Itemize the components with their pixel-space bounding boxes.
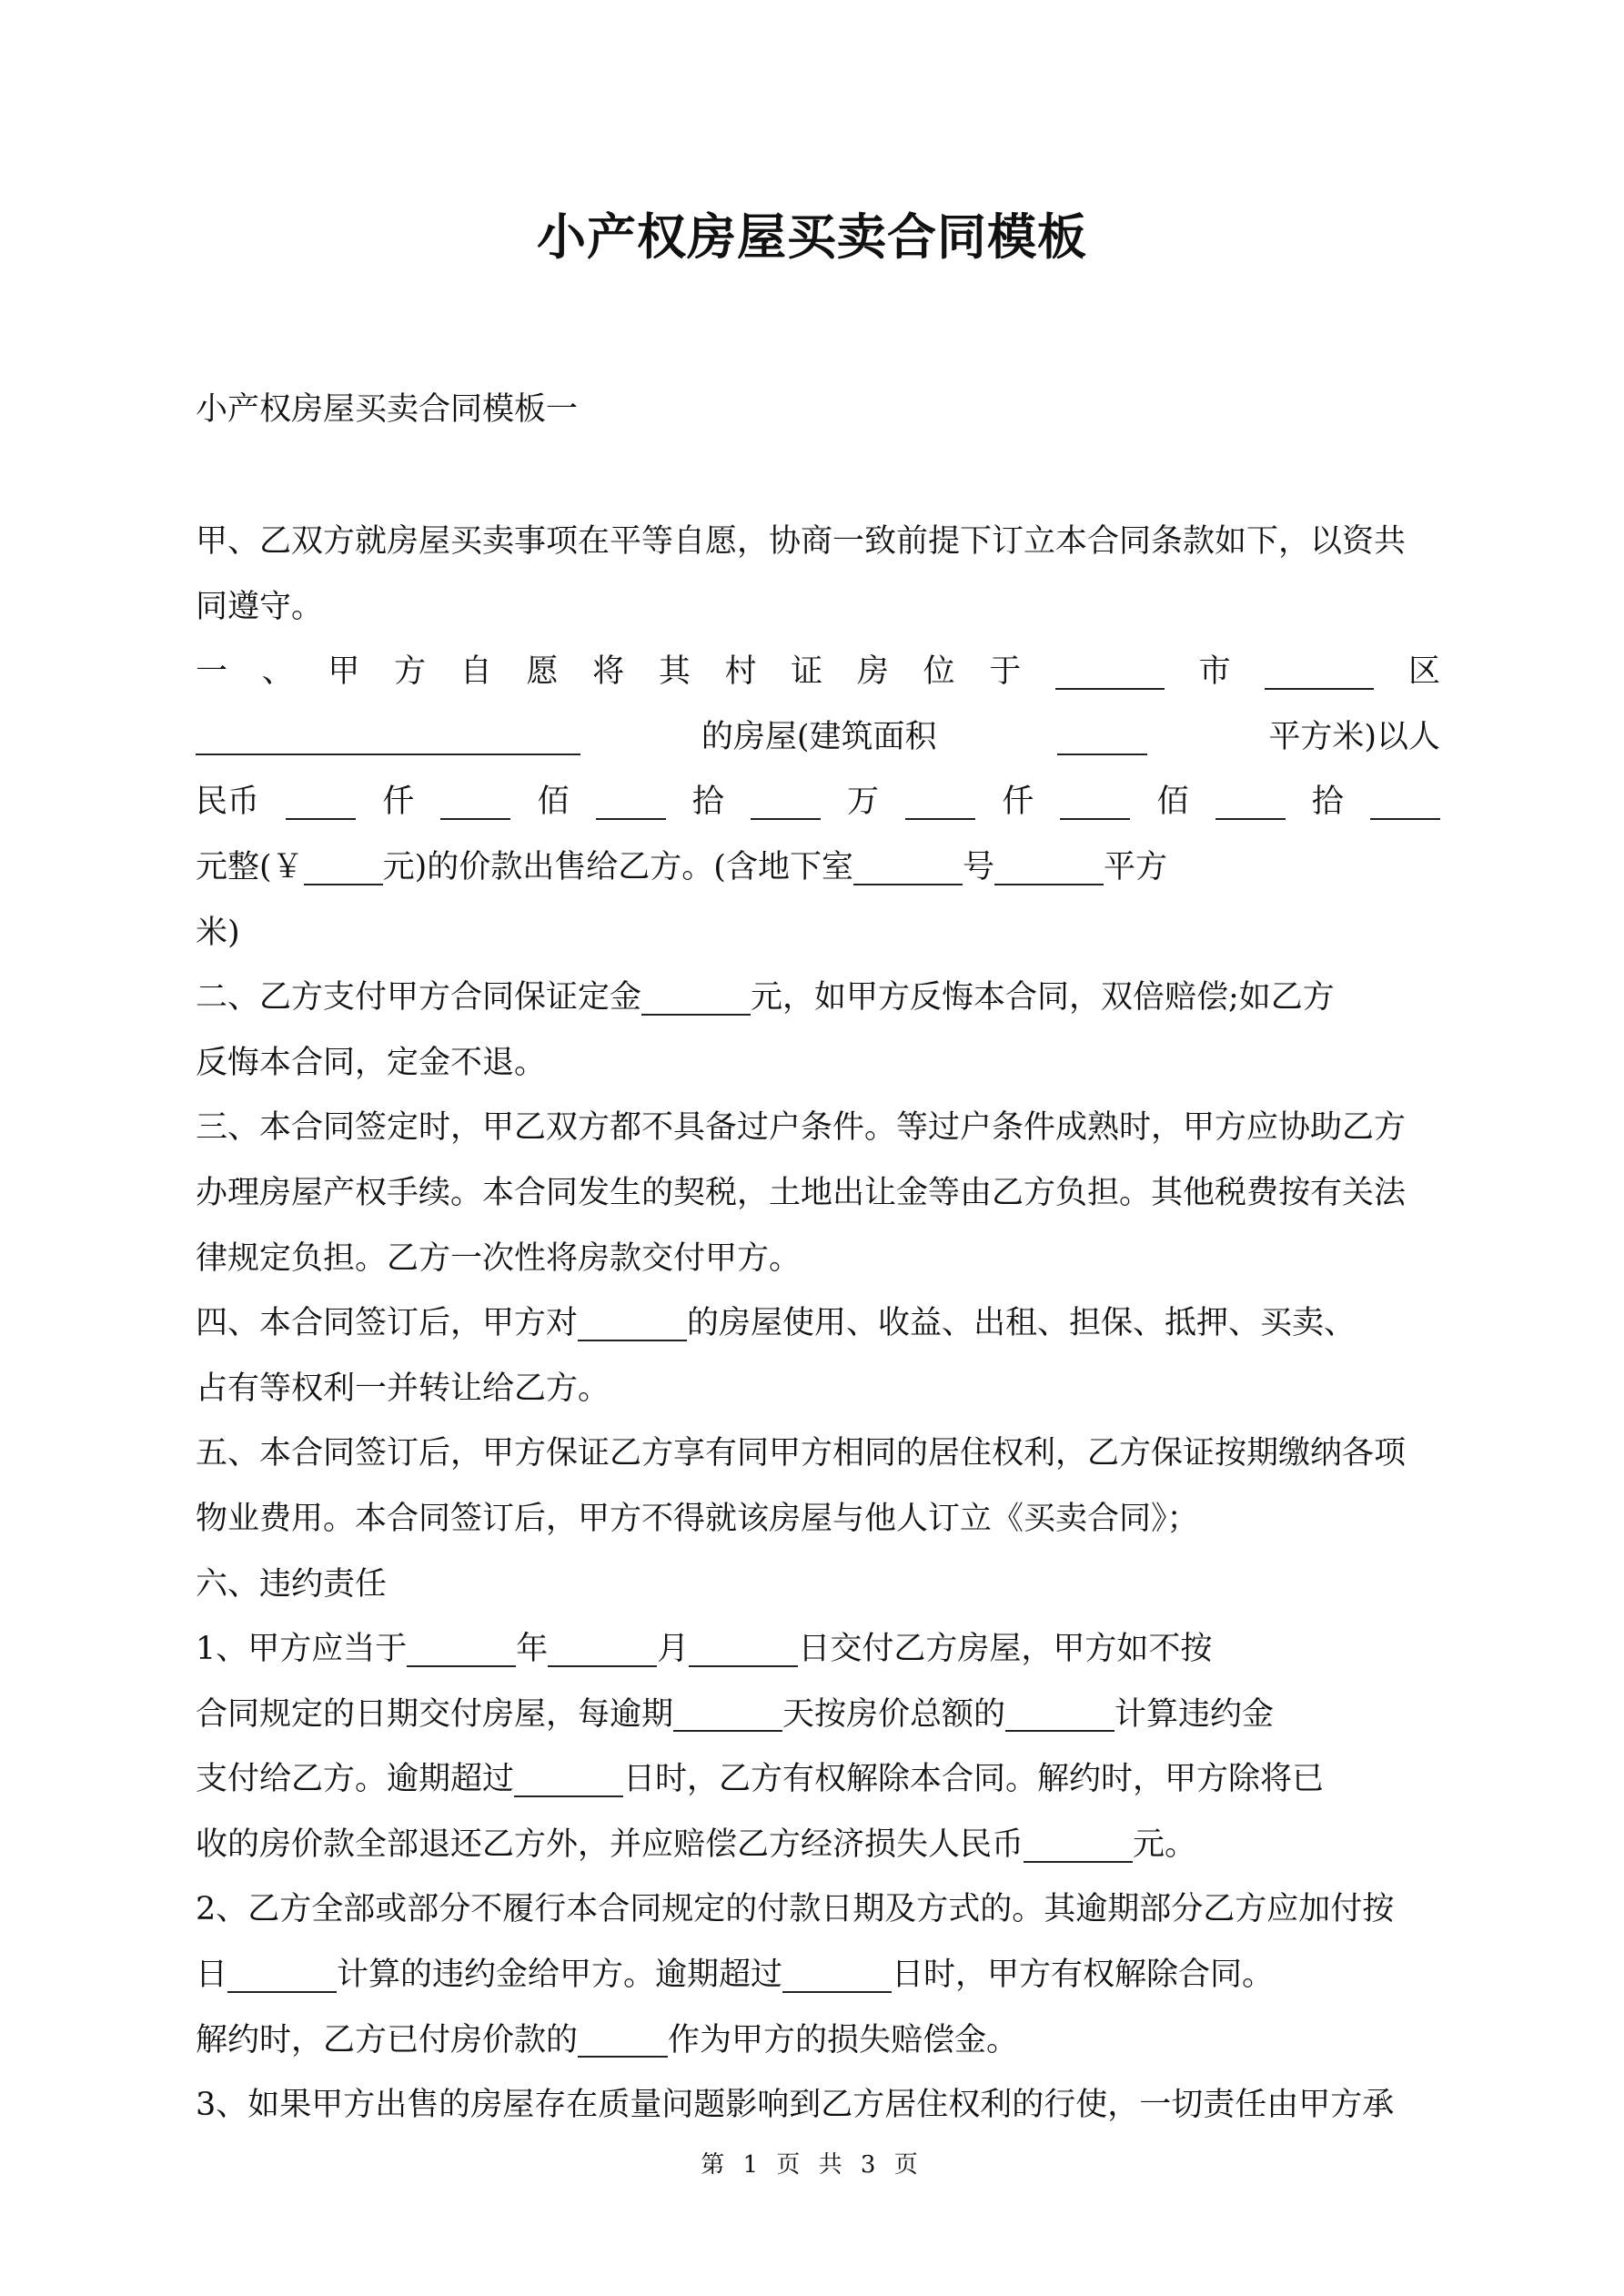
text-line bbox=[196, 1291, 1440, 1357]
text-line bbox=[196, 966, 1440, 1031]
fill-in-blank[interactable] bbox=[751, 785, 821, 820]
fill-in-blank[interactable] bbox=[782, 1958, 892, 1993]
text-segment: 六、违约责任 bbox=[196, 1565, 388, 1603]
text-segment: 二、乙方支付甲方合同保证定金 bbox=[196, 979, 642, 1017]
fill-in-blank[interactable] bbox=[407, 1633, 516, 1667]
text-segment: 天按房价总额的 bbox=[782, 1695, 1006, 1733]
fill-in-blank[interactable] bbox=[1215, 785, 1286, 820]
fill-in-blank[interactable] bbox=[1055, 655, 1165, 690]
text-segment: 计算违约金 bbox=[1115, 1695, 1275, 1733]
fill-in-blank[interactable] bbox=[304, 851, 383, 885]
text-line bbox=[196, 1357, 1440, 1422]
fill-in-blank[interactable] bbox=[596, 785, 666, 820]
fill-in-blank[interactable] bbox=[994, 851, 1104, 885]
text-line bbox=[196, 1747, 1440, 1813]
text-segment: 市 bbox=[1198, 653, 1231, 691]
fill-in-blank[interactable] bbox=[578, 2023, 668, 2058]
text-line bbox=[196, 575, 1440, 641]
fill-in-blank[interactable] bbox=[196, 721, 580, 755]
text-segment: 万 bbox=[847, 784, 880, 821]
contract-body bbox=[196, 510, 1440, 2139]
text-segment: 月 bbox=[657, 1631, 690, 1668]
text-segment: 日时，甲方有权解除合同。 bbox=[892, 1957, 1275, 1994]
text-segment: 日交付乙方房屋，甲方如不按 bbox=[798, 1631, 1213, 1668]
text-segment: 日时，乙方有权解除本合同。解约时，甲方除将已 bbox=[623, 1761, 1325, 1798]
document-title: 小产权房屋买卖合同模板 bbox=[537, 207, 1087, 266]
text-segment: 同遵守。 bbox=[196, 588, 324, 625]
text-segment: 佰 bbox=[1156, 784, 1189, 821]
fill-in-blank[interactable] bbox=[1370, 785, 1440, 820]
fill-in-blank[interactable] bbox=[1060, 785, 1130, 820]
text-segment: 3、如果甲方出售的房屋存在质量问题影响到乙方居住权利的行使，一切责任由甲方承 bbox=[196, 2087, 1395, 2124]
text-segment: 物业费用。本合同签订后，甲方不得就该房屋与他人订立《买卖合同》； bbox=[196, 1500, 1199, 1537]
text-segment: 占有等权利一并转让给乙方。 bbox=[196, 1370, 610, 1407]
text-segment: 反悔本合同，定金不退。 bbox=[196, 1044, 547, 1081]
text-line bbox=[196, 705, 1440, 771]
text-line bbox=[196, 1943, 1440, 2008]
document-subtitle: 小产权房屋买卖合同模板一 bbox=[196, 391, 579, 428]
text-segment: 佰 bbox=[537, 784, 570, 821]
text-segment: 自 bbox=[459, 653, 492, 691]
text-segment: 位 bbox=[923, 653, 955, 691]
text-line bbox=[196, 835, 1440, 901]
text-segment: 方 bbox=[394, 653, 427, 691]
text-line bbox=[196, 1553, 1440, 1618]
text-segment: 区 bbox=[1407, 653, 1440, 691]
text-segment: 其 bbox=[658, 653, 691, 691]
text-line bbox=[196, 2073, 1440, 2139]
fill-in-blank[interactable] bbox=[227, 1958, 337, 1993]
text-segment: 平方 bbox=[1103, 848, 1167, 885]
fill-in-blank[interactable] bbox=[689, 1633, 798, 1667]
text-line bbox=[196, 640, 1440, 705]
text-line bbox=[196, 901, 1440, 966]
text-segment: 房 bbox=[856, 653, 889, 691]
fill-in-blank[interactable] bbox=[673, 1697, 782, 1732]
text-segment: 作为甲方的损失赔偿金。 bbox=[668, 2021, 1019, 2058]
text-segment: 甲、乙双方就房屋买卖事项在平等自愿，协商一致前提下订立本合同条款如下，以资共 bbox=[196, 523, 1407, 560]
text-segment: 元，如甲方反悔本合同，双倍赔偿;如乙方 bbox=[751, 979, 1335, 1017]
text-segment: 拾 bbox=[1311, 784, 1344, 821]
fill-in-blank[interactable] bbox=[548, 1633, 657, 1667]
fill-in-blank[interactable] bbox=[514, 1763, 623, 1797]
text-segment: 日 bbox=[196, 1957, 228, 1994]
fill-in-blank[interactable] bbox=[1265, 655, 1374, 690]
fill-in-blank[interactable] bbox=[1057, 721, 1147, 755]
text-segment: 五、本合同签订后，甲方保证乙方享有同甲方相同的居住权利，乙方保证按期缴纳各项 bbox=[196, 1435, 1407, 1472]
text-segment: 民币 bbox=[196, 784, 260, 821]
text-line bbox=[196, 1161, 1440, 1227]
text-segment: 解约时，乙方已付房价款的 bbox=[196, 2021, 579, 2058]
text-segment: 计算的违约金给甲方。逾期超过 bbox=[337, 1957, 783, 1994]
text-line bbox=[196, 1421, 1440, 1487]
text-segment: 平方米)以人 bbox=[1268, 718, 1440, 755]
fill-in-blank[interactable] bbox=[641, 981, 751, 1016]
fill-in-blank[interactable] bbox=[440, 785, 510, 820]
text-line bbox=[196, 1683, 1440, 1748]
text-segment: 年 bbox=[516, 1631, 549, 1668]
text-segment: 元)的价款出售给乙方。(含地下室 bbox=[382, 848, 853, 885]
text-segment: 仟 bbox=[1002, 784, 1034, 821]
fill-in-blank[interactable] bbox=[905, 785, 975, 820]
text-line bbox=[196, 1031, 1440, 1097]
text-segment: 一 bbox=[196, 653, 228, 691]
text-segment: 合同规定的日期交付房屋，每逾期 bbox=[196, 1695, 674, 1733]
fill-in-blank[interactable] bbox=[1005, 1697, 1115, 1732]
text-segment: 于 bbox=[989, 653, 1022, 691]
text-segment: 三、本合同签定时，甲乙双方都不具备过户条件。等过户条件成熟时，甲方应协助乙方 bbox=[196, 1109, 1407, 1147]
text-line bbox=[196, 1813, 1440, 1878]
text-segment: 甲 bbox=[328, 653, 360, 691]
fill-in-blank[interactable] bbox=[578, 1307, 687, 1341]
text-line bbox=[196, 1096, 1440, 1161]
fill-in-blank[interactable] bbox=[1024, 1828, 1133, 1863]
text-line bbox=[196, 2008, 1440, 2074]
text-segment: 的房屋(建筑面积 bbox=[701, 718, 937, 755]
text-segment: 四、本合同签订后，甲方对 bbox=[196, 1305, 579, 1342]
text-segment: 仟 bbox=[382, 784, 415, 821]
text-segment: 号 bbox=[962, 848, 994, 885]
text-segment: 律规定负担。乙方一次性将房款交付甲方。 bbox=[196, 1239, 802, 1277]
text-line bbox=[196, 1877, 1440, 1943]
text-segment: 将 bbox=[592, 653, 625, 691]
text-segment: 愿 bbox=[526, 653, 559, 691]
fill-in-blank[interactable] bbox=[286, 785, 356, 820]
text-line bbox=[196, 1487, 1440, 1553]
text-segment: 村 bbox=[724, 653, 757, 691]
text-line bbox=[196, 1227, 1440, 1292]
text-segment: 收的房价款全部退还乙方外，并应赔偿乙方经济损失人民币 bbox=[196, 1826, 1024, 1863]
text-segment: 证 bbox=[791, 653, 823, 691]
text-line bbox=[196, 1617, 1440, 1683]
text-segment: 的房屋使用、收益、出租、担保、抵押、买卖、 bbox=[687, 1305, 1357, 1342]
text-segment: 1、甲方应当于 bbox=[196, 1631, 408, 1668]
text-segment: 办理房屋产权手续。本合同发生的契税，土地出让金等由乙方负担。其他税费按有关法 bbox=[196, 1174, 1407, 1211]
page-footer: 第 1 页 共 3 页 bbox=[701, 2151, 923, 2179]
text-segment: 元整(￥ bbox=[196, 848, 304, 885]
text-line bbox=[196, 510, 1440, 575]
text-line bbox=[196, 770, 1440, 835]
text-segment: 拾 bbox=[691, 784, 724, 821]
text-segment: 元。 bbox=[1133, 1826, 1197, 1863]
fill-in-blank[interactable] bbox=[853, 851, 963, 885]
text-segment: 、 bbox=[261, 653, 294, 691]
text-segment: 米) bbox=[196, 914, 240, 951]
text-segment: 2、乙方全部或部分不履行本合同规定的付款日期及方式的。其逾期部分乙方应加付按 bbox=[196, 1891, 1395, 1928]
text-segment: 支付给乙方。逾期超过 bbox=[196, 1761, 515, 1798]
